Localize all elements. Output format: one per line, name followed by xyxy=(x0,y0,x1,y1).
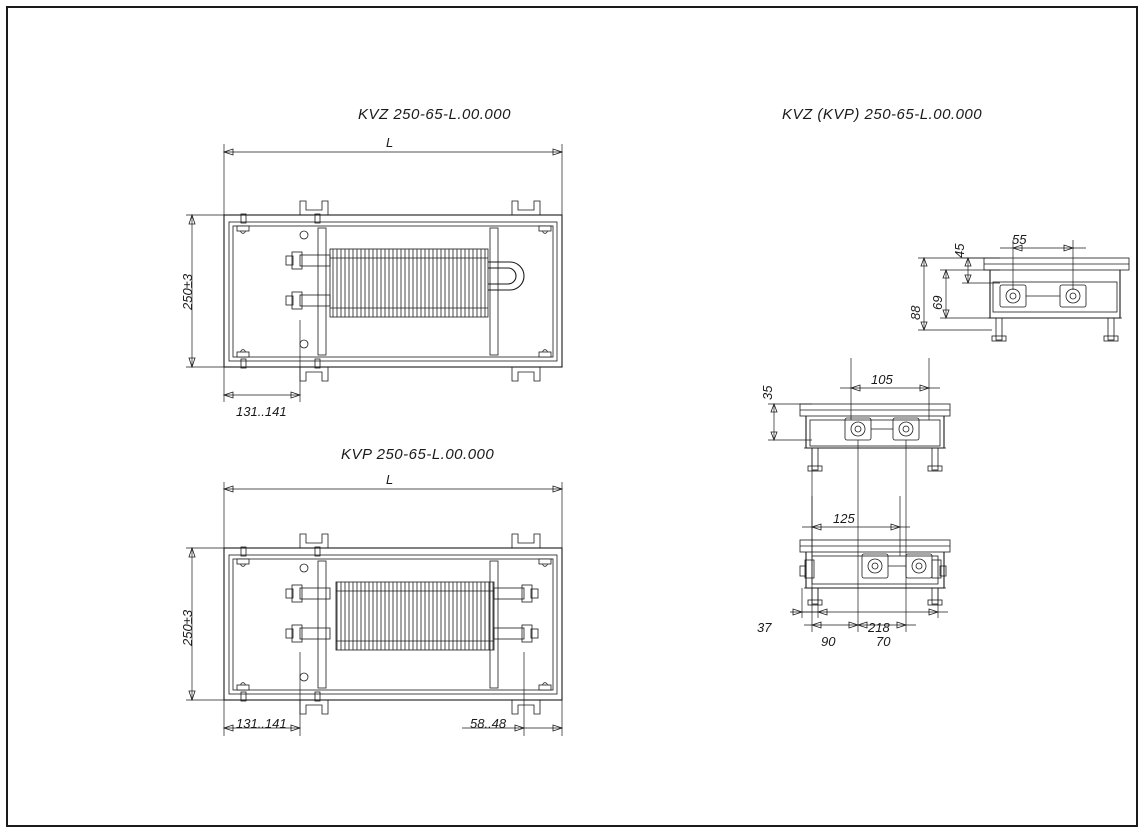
dim-label-58-kvp: 58..48 xyxy=(470,716,507,731)
dim-label-35: 35 xyxy=(760,385,775,400)
dim-label-55: 55 xyxy=(1012,232,1027,247)
dim-label-L-kvz: L xyxy=(386,135,394,150)
dim-label-90: 90 xyxy=(821,634,836,649)
dim-label-45: 45 xyxy=(952,243,967,258)
dim-label-125: 125 xyxy=(833,511,855,526)
sheet-border xyxy=(6,6,1138,827)
dim-label-69: 69 xyxy=(930,295,945,310)
dim-label-37: 37 xyxy=(757,620,772,635)
dim-label-70: 70 xyxy=(876,634,891,649)
dim-label-105: 105 xyxy=(871,372,893,387)
section-view-title: KVZ (KVP) 250-65-L.00.000 xyxy=(782,106,983,123)
dim-label-250-kvz: 250±3 xyxy=(180,273,195,310)
kvz-view-title: KVZ 250-65-L.00.000 xyxy=(358,106,511,123)
dim-label-131-kvz: 131..141 xyxy=(236,404,287,419)
dim-label-250-kvp: 250±3 xyxy=(180,609,195,646)
dim-label-218: 218 xyxy=(868,620,890,635)
kvp-view-title: KVP 250-65-L.00.000 xyxy=(341,446,495,463)
dim-label-L-kvp: L xyxy=(386,472,394,487)
dim-label-131-kvp: 131..141 xyxy=(236,716,287,731)
dim-label-88: 88 xyxy=(908,305,923,320)
